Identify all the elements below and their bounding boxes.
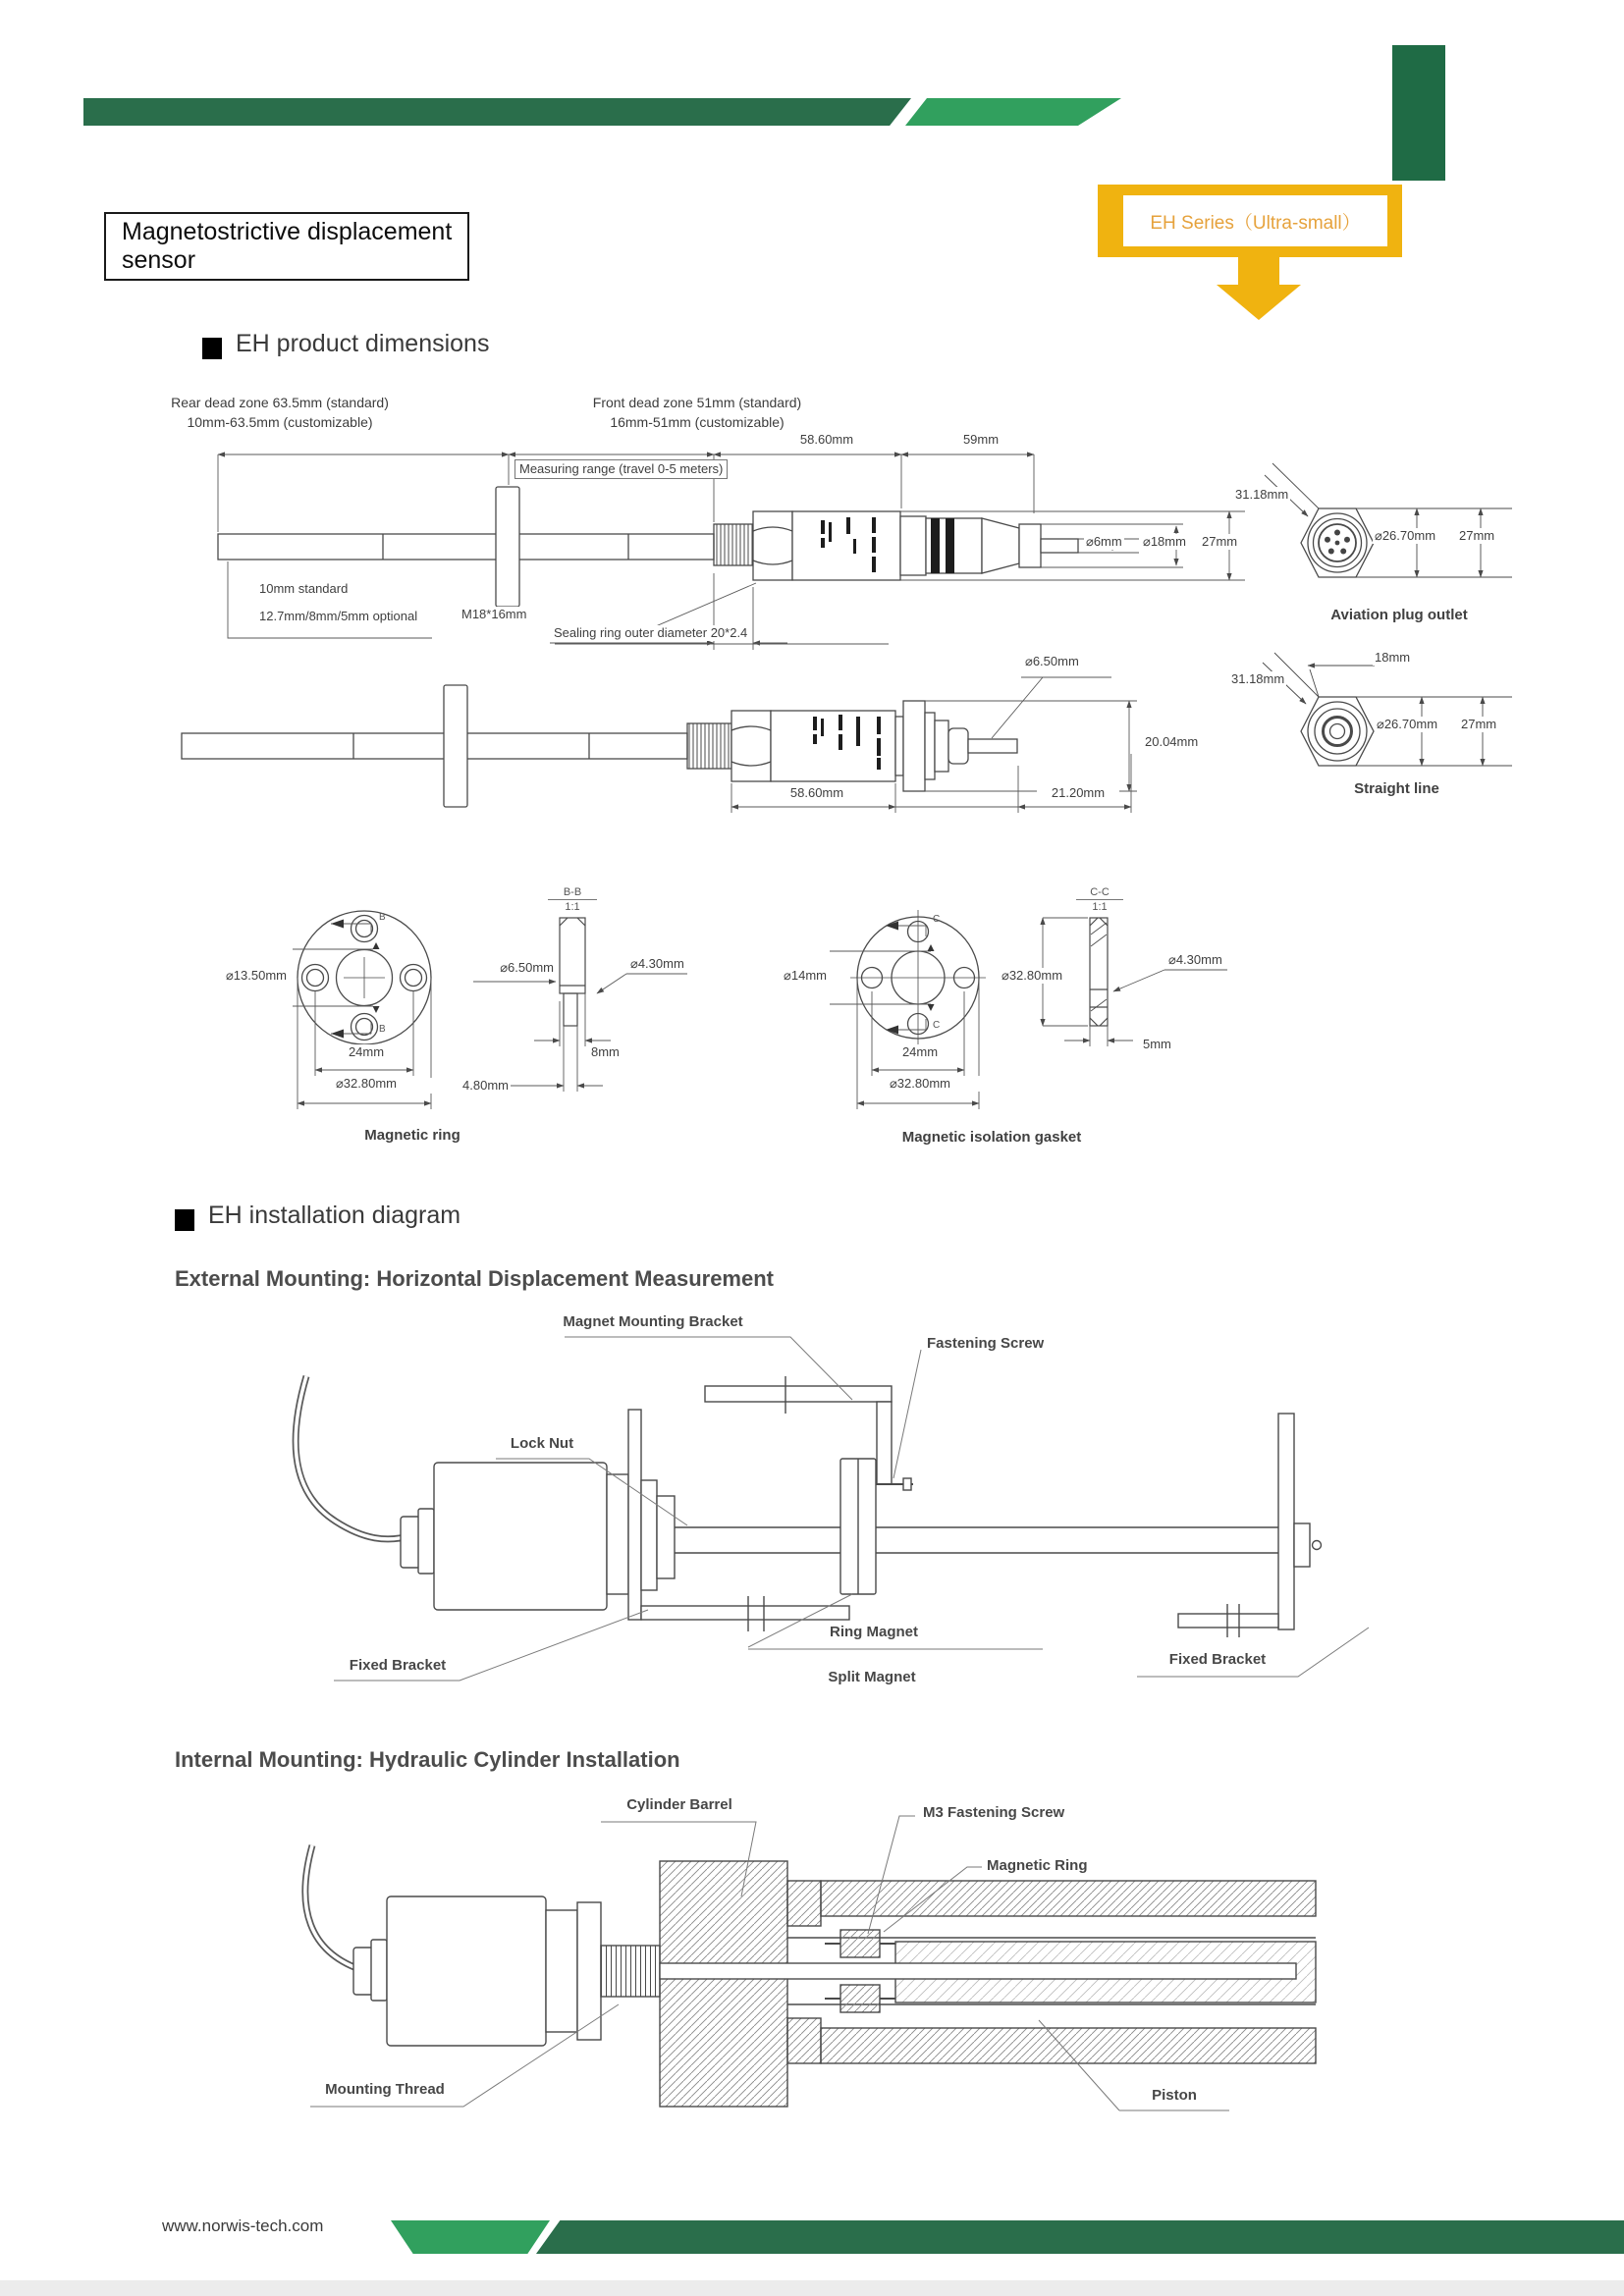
section-heading-dimensions: EH product dimensions xyxy=(236,330,490,357)
dim-mounting-thread: M18*16mm xyxy=(461,607,527,621)
ring-thickness-outer: 8mm xyxy=(591,1044,620,1059)
gasket-hole-dia: ⌀4.30mm xyxy=(1168,952,1222,967)
lock-nut-label: Lock Nut xyxy=(510,1435,574,1452)
ring-section-mark xyxy=(548,885,597,915)
ring-outer-dia: ⌀32.80mm xyxy=(305,1076,427,1092)
website-link[interactable]: www.norwis-tech.com xyxy=(162,2216,324,2235)
dim-connector-length: 59mm xyxy=(945,432,1017,448)
internal-mounting-drawing xyxy=(0,1767,1624,2140)
footer-bar-light xyxy=(391,2220,550,2254)
dim-body-height: 27mm xyxy=(1202,534,1238,549)
sealing-ring-label: Sealing ring outer diameter 20*2.4 xyxy=(554,625,748,640)
rear-dead-zone-line2: 10mm-63.5mm (customizable) xyxy=(187,414,373,431)
cylinder-barrel-label: Cylinder Barrel xyxy=(626,1796,732,1813)
dim-body-length: 58.60mm xyxy=(785,432,868,448)
ring-section-name: B-B xyxy=(548,885,597,900)
external-mounting-title: External Mounting: Horizontal Displacement Measurement xyxy=(175,1266,774,1291)
straight-caption: Straight line xyxy=(1354,780,1439,797)
gasket-section-name: C-C xyxy=(1076,885,1123,900)
ring-section-scale: 1:1 xyxy=(565,901,580,914)
ring-thickness-inner: 4.80mm xyxy=(428,1078,511,1094)
piston-label: Piston xyxy=(1152,2087,1197,2104)
front-dead-zone-line2: 16mm-51mm (customizable) xyxy=(610,414,785,431)
split-magnet-label: Split Magnet xyxy=(828,1669,916,1685)
footer-bar-dark xyxy=(536,2220,1624,2254)
straight-flats: 27mm xyxy=(1461,717,1497,731)
gasket-side-outer: ⌀32.80mm xyxy=(1001,968,1063,983)
page-title-text: Magnetostrictive displacement sensor xyxy=(122,218,453,274)
fastening-screw-label: Fastening Screw xyxy=(927,1335,1045,1352)
aviation-hex-width: 31.18mm xyxy=(1235,487,1289,502)
gland-dia-label: 20.04mm xyxy=(1145,734,1199,749)
dim-pin-dia: ⌀6mm xyxy=(1086,534,1122,549)
aviation-caption: Aviation plug outlet xyxy=(1330,607,1468,623)
straight-hex-width: 31.18mm xyxy=(1231,671,1285,686)
cable-dia-label: ⌀6.50mm xyxy=(1025,654,1079,668)
ring-cut-letter-bottom: B xyxy=(379,1024,386,1035)
gasket-outer-dia: ⌀32.80mm xyxy=(859,1076,981,1092)
ring-hole-dia: ⌀4.30mm xyxy=(630,956,684,971)
gland-length-label: 21.20mm xyxy=(1037,785,1119,801)
ring-cut-letter-top: B xyxy=(379,912,386,923)
rear-dead-zone-line1: Rear dead zone 63.5mm (standard) xyxy=(171,395,389,410)
series-badge: EH Series（Ultra-small） xyxy=(1123,195,1387,246)
aviation-flats: 27mm xyxy=(1459,528,1495,543)
ring-side-outer: ⌀6.50mm xyxy=(469,960,556,976)
m3-screw-label: M3 Fastening Screw xyxy=(923,1804,1065,1821)
ring-bore-dia: ⌀13.50mm xyxy=(177,968,289,984)
straight-plug-length: 18mm xyxy=(1375,650,1411,665)
fixed-bracket-left-label: Fixed Bracket xyxy=(349,1657,447,1674)
measuring-range-label: Measuring range (travel 0-5 meters) xyxy=(514,459,728,479)
front-dead-zone-line1: Front dead zone 51mm (standard) xyxy=(592,395,802,410)
ring-magnet-label: Ring Magnet xyxy=(830,1624,918,1640)
rod-standard-label: 10mm standard xyxy=(259,581,349,596)
rear-dead-zone-note xyxy=(137,393,422,433)
internal-mounting-title: Internal Mounting: Hydraulic Cylinder Installation xyxy=(175,1747,680,1772)
section-square-icon xyxy=(175,1209,194,1231)
ring-bolt-circle: 24mm xyxy=(330,1044,403,1060)
gasket-caption: Magnetic isolation gasket xyxy=(901,1129,1082,1146)
gasket-bore-dia: ⌀14mm xyxy=(754,968,829,984)
ring-caption: Magnetic ring xyxy=(364,1127,460,1144)
rod-optional-label: 12.7mm/8mm/5mm optional xyxy=(259,609,418,623)
mounting-thread-label: Mounting Thread xyxy=(325,2081,445,2098)
section-heading-installation: EH installation diagram xyxy=(208,1201,461,1229)
gasket-thickness: 5mm xyxy=(1143,1037,1171,1051)
magnet-bracket-label: Magnet Mounting Bracket xyxy=(563,1313,743,1330)
gasket-cut-letter-top: C xyxy=(933,914,941,925)
aviation-outer-dia: ⌀26.70mm xyxy=(1375,528,1436,543)
cable-body-length: 58.60mm xyxy=(776,785,858,801)
gasket-section-scale: 1:1 xyxy=(1092,901,1108,914)
footer-strip xyxy=(0,2280,1624,2296)
gasket-section-mark xyxy=(1076,885,1123,915)
dim-plug-dia: ⌀18mm xyxy=(1143,534,1186,549)
magnetic-ring-label: Magnetic Ring xyxy=(987,1857,1088,1874)
fixed-bracket-right-label: Fixed Bracket xyxy=(1168,1651,1267,1668)
gasket-bolt-circle: 24mm xyxy=(884,1044,956,1060)
gasket-cut-letter-bottom: C xyxy=(933,1020,941,1031)
front-dead-zone-note xyxy=(565,393,830,433)
straight-outer-dia: ⌀26.70mm xyxy=(1377,717,1438,731)
